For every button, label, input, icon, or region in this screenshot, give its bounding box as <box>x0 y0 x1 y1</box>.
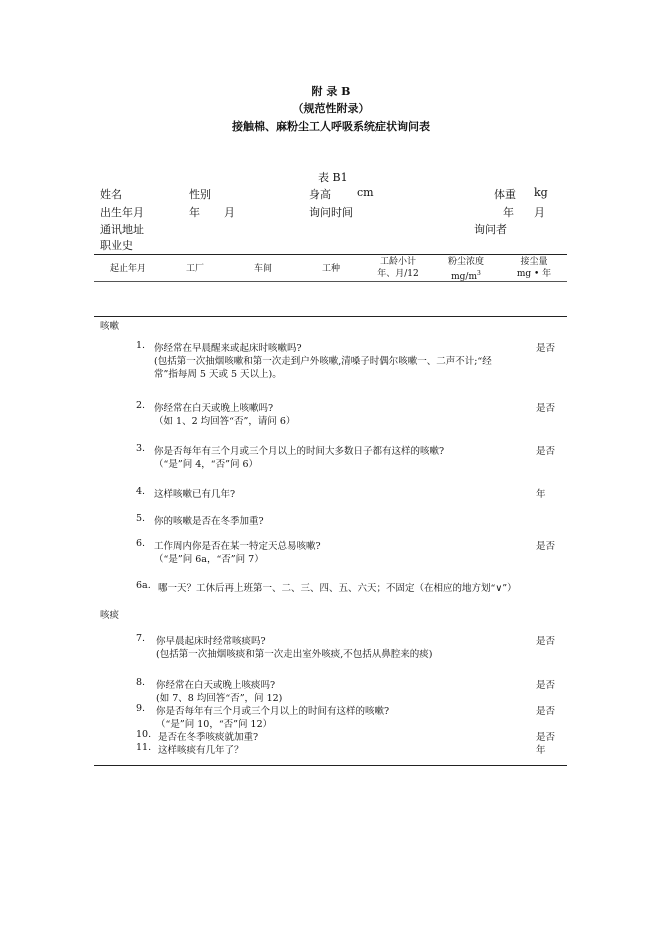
col-job: 工种 <box>321 264 340 274</box>
inquiry-time-label: 询问时间 <box>309 206 353 219</box>
q11-text: 这样咳痰有几年了？ <box>158 745 244 756</box>
q10-number: 10. <box>136 729 152 740</box>
col-seniority-line2: 年、月/12 <box>377 269 419 279</box>
col-exposure-line2: mg • 年 <box>516 269 552 279</box>
q9-answer: 是否 <box>536 706 556 717</box>
q7-answer: 是否 <box>536 636 556 647</box>
q2-number: 2. <box>136 400 146 411</box>
q11-number: 11. <box>136 742 152 753</box>
q3-text: 你是否每年有三个月或三个月以上的时间大多数日子都有这样的咳嗽? <box>154 446 445 457</box>
col-exposure-line1: 接尘量 <box>520 257 548 267</box>
q4-answer: 年 <box>536 489 546 500</box>
page-title: 接触棉、麻粉尘工人呼吸系统症状询问表 <box>232 120 430 133</box>
q8-text: 你经常在白天或晚上咳痰吗? <box>156 680 276 691</box>
q1-note-line1: (包括第一次抽烟咳嗽和第一次走到户外咳嗽,清嗓子时偶尔咳嗽一、二声不计;“经 <box>154 356 492 367</box>
birth-month: 月 <box>224 206 235 219</box>
q5-number: 5. <box>136 513 146 524</box>
q7-number: 7. <box>136 633 146 644</box>
inquiry-month: 月 <box>534 206 545 219</box>
q2-note: （如 1、2 均回答“否”，请问 6） <box>154 416 296 427</box>
q10-text: 是否在冬季咳痰就加重? <box>158 732 259 743</box>
table-top-rule <box>94 254 567 255</box>
q9-text: 你是否每年有三个月或三个月以上的时间有这样的咳嗽? <box>156 706 390 717</box>
q7-text: 你早晨起床时经常咳痰吗? <box>156 636 266 647</box>
q6-note: （“是”问 6a，“否”问 7） <box>154 554 264 565</box>
inquiry-year: 年 <box>503 206 514 219</box>
col-workshop: 车间 <box>253 264 272 274</box>
q6-answer: 是否 <box>536 541 556 552</box>
appendix-label: 附 录 B <box>311 85 351 98</box>
gender-label: 性别 <box>189 188 211 201</box>
q6-number: 6. <box>136 538 146 549</box>
height-unit: cm <box>357 186 374 199</box>
q8-answer: 是否 <box>536 680 556 691</box>
q3-answer: 是否 <box>536 446 556 457</box>
height-label: 身高 <box>309 188 331 201</box>
q9-number: 9. <box>136 703 146 714</box>
col-factory: 工厂 <box>185 264 204 274</box>
q11-answer: 年 <box>536 745 546 756</box>
q1-note-line2: 常”指每周 5 天或 5 天以上)。 <box>154 369 282 380</box>
weight-unit: kg <box>534 186 548 199</box>
table-label: 表 B1 <box>318 171 348 184</box>
weight-label: 体重 <box>494 188 516 201</box>
q10-answer: 是否 <box>536 732 556 743</box>
q6a-number: 6a. <box>136 580 151 591</box>
name-label: 姓名 <box>100 188 122 201</box>
section-phlegm: 咳痰 <box>100 610 120 621</box>
q3-note: （“是”问 4，“否”问 6） <box>154 459 259 470</box>
interviewer-label: 询问者 <box>474 223 507 236</box>
birth-label: 出生年月 <box>100 206 144 219</box>
normative-label: （规范性附录） <box>292 102 370 115</box>
q1-answer: 是否 <box>536 343 556 354</box>
q4-number: 4. <box>136 486 146 497</box>
col-dust-line1: 粉尘浓度 <box>447 257 484 267</box>
q4-text: 这样咳嗽已有几年? <box>154 489 236 500</box>
table-bottom-rule <box>94 316 567 317</box>
q1-number: 1. <box>136 340 146 351</box>
q6-text: 工作周内你是否在某一特定天总易咳嗽? <box>154 541 321 552</box>
form-bottom-rule <box>94 765 567 766</box>
col-period: 起止年月 <box>109 264 146 274</box>
q3-number: 3. <box>136 443 146 454</box>
q6a-text: 哪一天？工休后再上班第一、二、三、四、五、六天；不固定（在相应的地方划“∨”） <box>158 583 517 594</box>
address-label: 通讯地址 <box>100 223 144 236</box>
q1-text: 你经常在早晨醒来或起床时咳嗽吗? <box>154 343 302 354</box>
q9-note: （“是”问 10，“否”问 12） <box>156 719 273 730</box>
section-cough: 咳嗽 <box>100 321 120 332</box>
col-dust-line2: $mg/m^3$ <box>451 270 481 282</box>
q2-answer: 是否 <box>536 403 556 414</box>
q5-text: 你的咳嗽是否在冬季加重? <box>154 516 264 527</box>
q8-number: 8. <box>136 677 146 688</box>
q8-note: (如 7、8 均回答“否”，问 12) <box>156 693 283 704</box>
col-seniority-line1: 工龄小计 <box>379 257 416 267</box>
table-header-rule <box>94 281 567 282</box>
birth-year: 年 <box>189 206 200 219</box>
q7-note: (包括第一次抽烟咳痰和第一次走出室外咳痰,不包括从鼻腔来的痰) <box>156 649 433 660</box>
q2-text: 你经常在白天或晚上咳嗽吗? <box>154 403 274 414</box>
occupation-label: 职业史 <box>100 239 133 252</box>
